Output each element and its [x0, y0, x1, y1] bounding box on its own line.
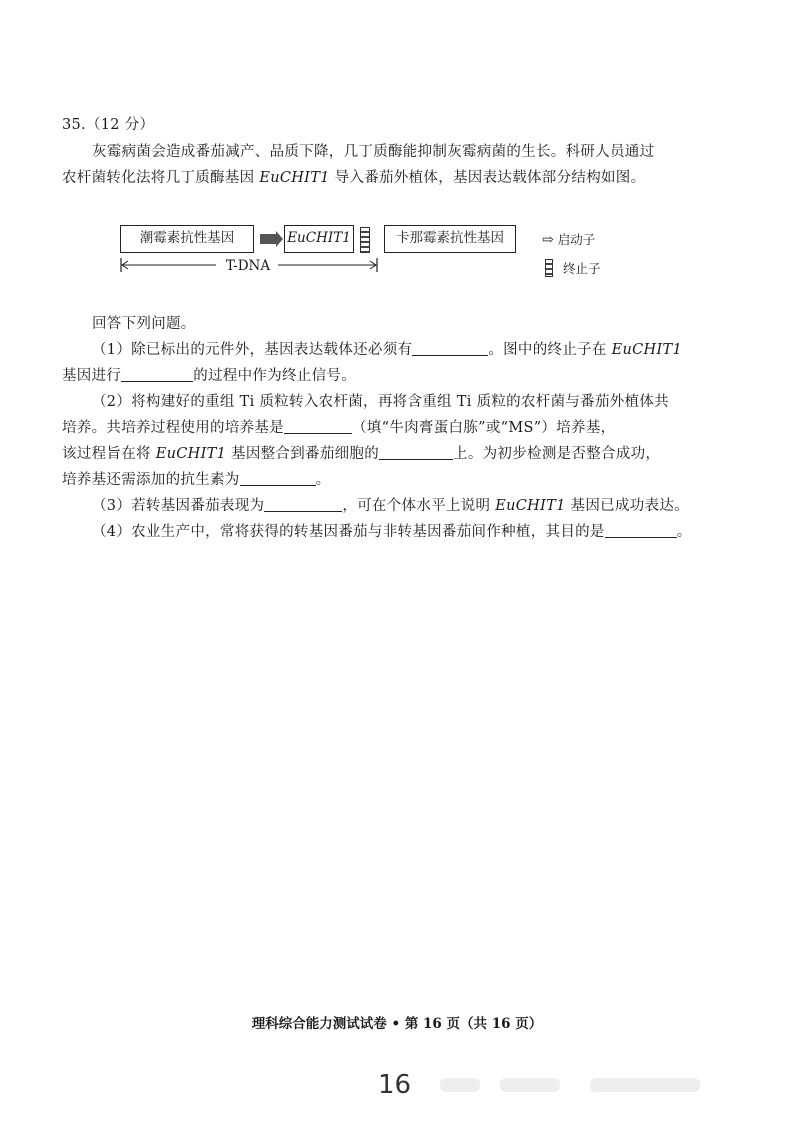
- q4-text-b: 。: [676, 524, 692, 540]
- q2-line-3: [62, 442, 660, 463]
- q2-text-d: 该过程旨在将: [62, 446, 156, 462]
- q2-text-h: 。: [315, 472, 331, 488]
- q1-text-b: 。图中的终止子在: [488, 342, 612, 358]
- q1-line-2: [62, 364, 356, 385]
- q2-text-b: 培养。共培养过程使用的培养基是: [62, 420, 284, 436]
- intro-text-b: 导入番茄外植体，基因表达载体部分结构如图。: [329, 170, 646, 186]
- q4-blank[interactable]: [605, 523, 677, 538]
- promoter-legend-icon: ⇨: [542, 232, 554, 248]
- q1-blank-1[interactable]: [412, 341, 488, 356]
- gene-name: EuCHIT1: [611, 342, 683, 358]
- q2-line-1: （2）将构建好的重组 Ti 质粒转入农杆菌，再将含重组 Ti 质粒的农杆菌与番茄外植体共: [92, 394, 669, 410]
- q2-blank-2[interactable]: [379, 445, 453, 460]
- gene-name: EuCHIT1: [495, 498, 566, 514]
- answer-prompt: 回答下列问题。: [92, 316, 196, 332]
- q3-text-c: 基因已成功表达。: [565, 498, 689, 514]
- gene-name: EuCHIT1: [259, 170, 330, 186]
- hygromycin-resistance-gene-box: 潮霉素抗性基因: [120, 225, 254, 253]
- legend-promoter-label: 启动子: [557, 232, 596, 247]
- q2-blank-1[interactable]: [284, 419, 352, 434]
- q3-blank[interactable]: [264, 497, 342, 512]
- legend-terminator: [545, 259, 601, 277]
- q2-text-c: （填“牛肉膏蛋白胨”或“MS”）培养基，: [352, 420, 616, 436]
- q4-text-a: （4）农业生产中，常将获得的转基因番茄与非转基因番茄间作种植，其目的是: [92, 524, 605, 540]
- q1-blank-2[interactable]: [121, 367, 193, 382]
- terminator-icon: [360, 227, 370, 253]
- scan-smudge: [500, 1078, 560, 1092]
- question-number: 35.（12 分）: [62, 117, 155, 133]
- q4-line: [92, 520, 692, 541]
- q1-line-1: [92, 338, 682, 359]
- q3-line: [92, 494, 689, 515]
- page-footer: 理科综合能力测试试卷 • 第 16 页（共 16 页）: [251, 1016, 543, 1032]
- terminator-legend-icon: [545, 259, 553, 277]
- q1-text-c: 基因进行: [62, 368, 122, 384]
- q2-blank-3[interactable]: [240, 471, 316, 486]
- gene-name: EuCHIT1: [155, 446, 227, 462]
- scan-smudge: [590, 1078, 700, 1092]
- intro-text-a: 农杆菌转化法将几丁质酶基因: [62, 170, 260, 186]
- page-number: 16: [378, 1070, 412, 1100]
- promoter-icon: [260, 234, 276, 244]
- legend-terminator-label: 终止子: [562, 261, 601, 276]
- scan-smudge: [440, 1078, 480, 1092]
- q2-text-f: 上。为初步检测是否整合成功，: [453, 446, 661, 462]
- q3-text-a: （3）若转基因番茄表现为: [92, 498, 265, 514]
- q1-text-d: 的过程中作为终止信号。: [193, 368, 357, 384]
- legend-promoter: [542, 230, 595, 248]
- q3-text-b: ，可在个体水平上说明: [342, 498, 496, 514]
- q1-text-a: （1）除已标出的元件外，基因表达载体还必须有: [92, 342, 413, 358]
- q2-line-4: [62, 468, 330, 489]
- q2-line-2: [62, 416, 615, 437]
- euchit1-gene-box: EuCHIT1: [284, 225, 354, 253]
- q2-text-g: 培养基还需添加的抗生素为: [62, 472, 240, 488]
- q2-text-e: 基因整合到番茄细胞的: [226, 446, 380, 462]
- tdna-label: T-DNA: [225, 258, 271, 274]
- kanamycin-resistance-gene-box: 卡那霉素抗性基因: [384, 225, 516, 253]
- intro-line-2: [62, 166, 645, 187]
- intro-line-1: 灰霉病菌会造成番茄减产、品质下降，几丁质酶能抑制灰霉病菌的生长。科研人员通过: [92, 144, 655, 160]
